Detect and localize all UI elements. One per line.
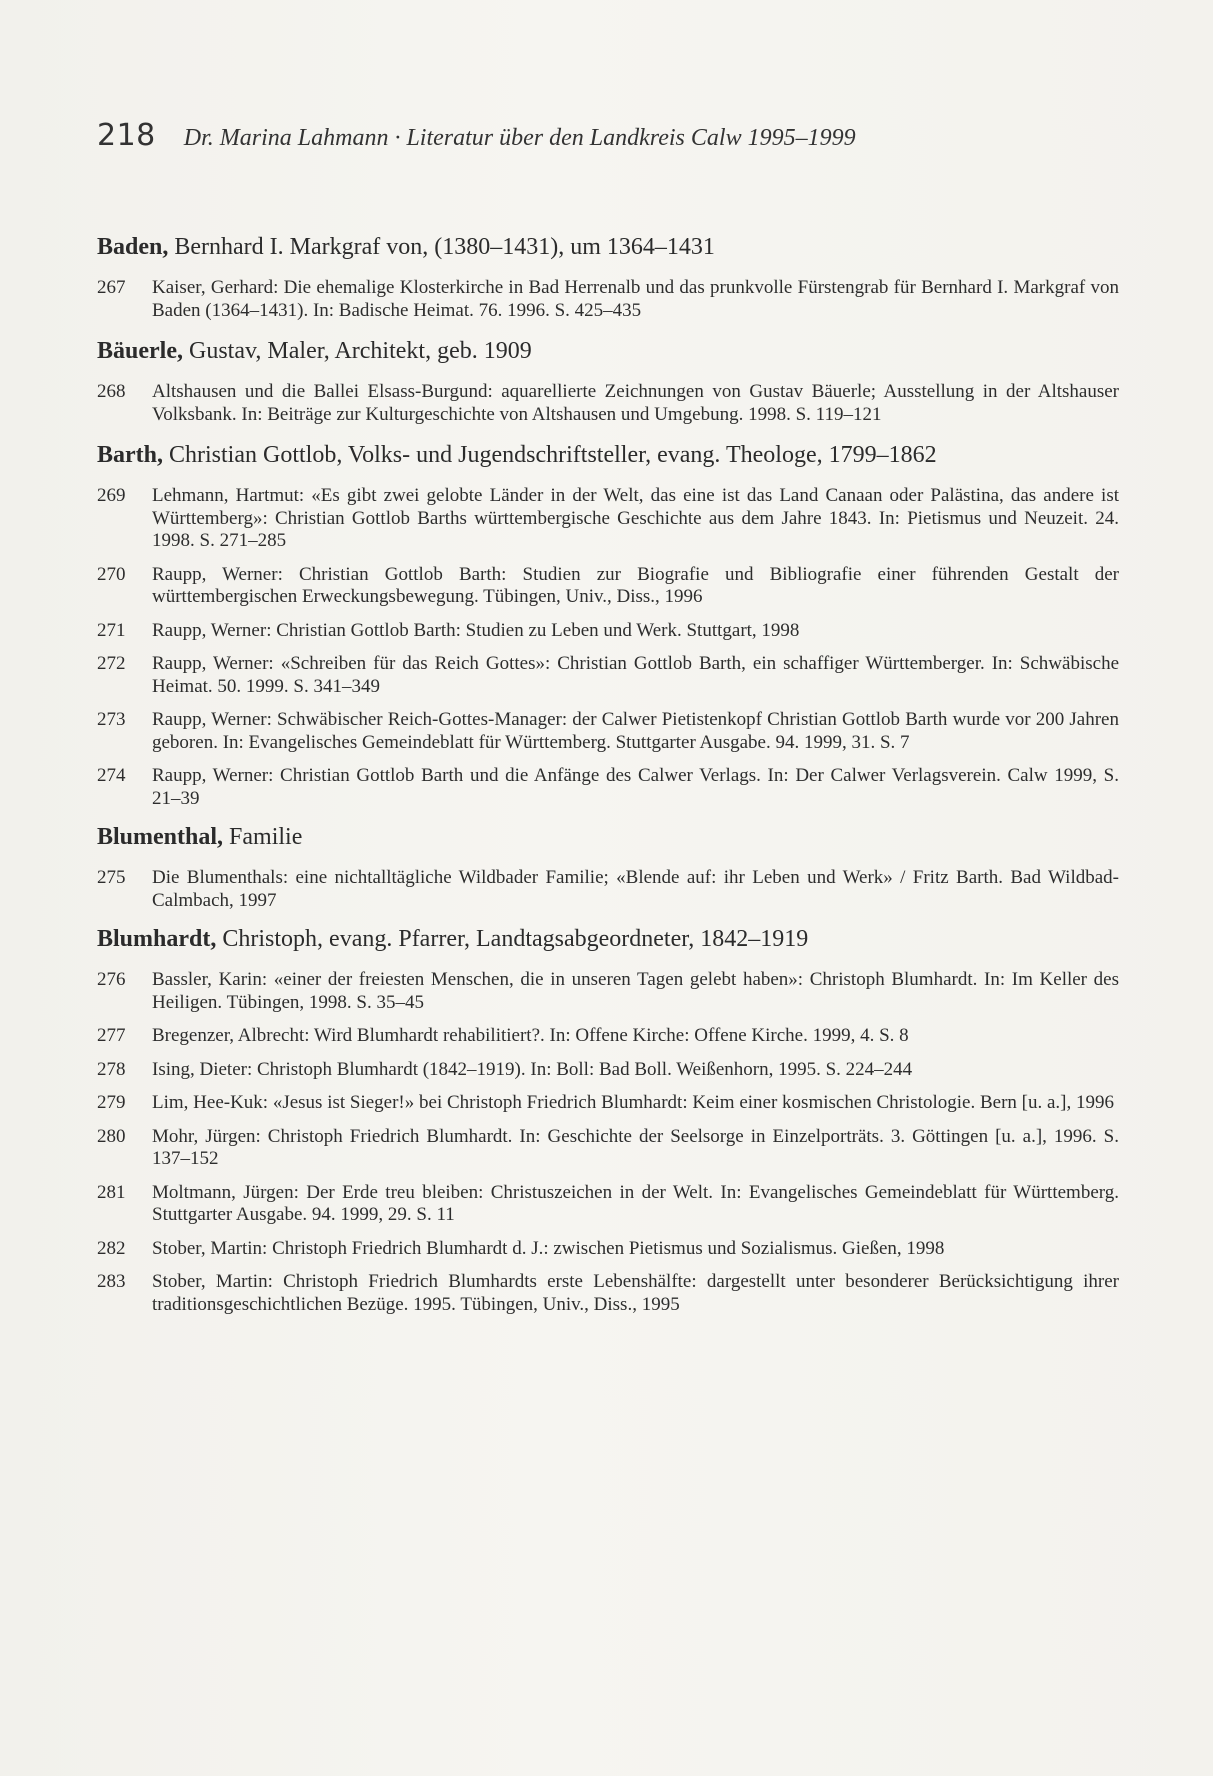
heading-name: Bäuerle, <box>97 338 183 364</box>
entry-text: Moltmann, Jürgen: Der Erde treu bleiben: Christuszeichen in der Welt. In: Evangelisches Gemeindeblatt für Württemberg. Stuttgarter Ausgabe. 94. 1999, 29. S. 11 <box>152 1181 1119 1225</box>
bibliography-entry <box>97 1025 1119 1048</box>
entry-text: Mohr, Jürgen: Christoph Friedrich Blumhardt. In: Geschichte der Seelsorge in Einzelporträts. 3. Göttingen [u. a.], 1996. S. 137–152 <box>152 1125 1119 1169</box>
entry-text: Die Blumenthals: eine nichtalltägliche Wildbader Familie; «Blende auf: ihr Leben und Werk» / Fritz Barth. Bad Wildbad-Calmbach, 1997 <box>152 867 1119 911</box>
heading-description: Christian Gottlob, Volks- und Jugendschriftsteller, evang. Theologe, 1799–1862 <box>163 442 937 468</box>
entry-text: Altshausen und die Ballei Elsass-Burgund: aquarellierte Zeichnungen von Gustav Bäuerle; Ausstellung in der Altshauser Volksbank. In: Beiträge zur Kulturgeschichte von Altshausen und Umgebung. 1998. S. 119–121 <box>152 381 1119 425</box>
section-blumhardt <box>97 924 1119 1316</box>
entry-number: 281 <box>97 1181 126 1203</box>
section-barth <box>97 440 1119 810</box>
entry-text: Raupp, Werner: Christian Gottlob Barth: Studien zur Biografie und Bibliografie einer führenden Gestalt der württembergischen Erweckungsbewegung. Tübingen, Univ., Diss., 1996 <box>152 563 1119 607</box>
entry-text: Ising, Dieter: Christoph Blumhardt (1842–1919). In: Boll: Bad Boll. Weißenhorn, 1995. S. 224–244 <box>152 1058 913 1080</box>
entry-number: 282 <box>97 1237 126 1259</box>
section-heading <box>97 822 1119 852</box>
bibliography-content <box>97 232 1119 1327</box>
bibliography-entry <box>97 1271 1119 1316</box>
bibliography-entry <box>97 1059 1119 1082</box>
section-heading <box>97 924 1119 954</box>
bibliography-entry <box>97 1092 1119 1115</box>
bibliography-entry <box>97 277 1119 322</box>
heading-description: Gustav, Maler, Architekt, geb. 1909 <box>182 338 532 364</box>
heading-name: Blumenthal, <box>97 824 224 850</box>
page-number: 218 <box>97 118 156 153</box>
heading-description: Familie <box>223 824 303 850</box>
section-heading <box>97 440 1119 470</box>
entry-text: Raupp, Werner: Christian Gottlob Barth: Studien zu Leben und Werk. Stuttgart, 1998 <box>152 619 800 641</box>
entry-number: 270 <box>97 563 126 585</box>
entry-text: Kaiser, Gerhard: Die ehemalige Klosterkirche in Bad Herrenalb und das prunkvolle Fürstengrab für Bernhard I. Markgraf von Baden (1364–1431). In: Badische Heimat. 76. 1996. S. 425–435 <box>152 277 1119 321</box>
entry-number: 276 <box>97 969 126 990</box>
bibliography-entry <box>97 620 1119 643</box>
entry-text: Raupp, Werner: Schwäbischer Reich-Gottes-Manager: der Calwer Pietistenkopf Christian Gottlob Barth wurde vor 200 Jahren geboren. In: Evangelisches Gemeindeblatt für Württemberg. Stuttgarter Ausgabe. 94. 1999, 31. S. 7 <box>152 709 1119 753</box>
entry-number: 279 <box>97 1092 126 1113</box>
running-title: Dr. Marina Lahmann · Literatur über den Landkreis Calw 1995–1999 <box>183 125 856 151</box>
entry-text: Lehmann, Hartmut: «Es gibt zwei gelobte Länder in der Welt, das eine ist das Land Canaan oder Palästina, das andere ist Württemberg»: Christian Gottlob Barths württembergische Geschichte aus dem Jahre 1843. In: Pietismus und Neuzeit. 24. 1998. S. 271–285 <box>152 485 1119 551</box>
entry-number: 267 <box>97 277 126 298</box>
entry-text: Raupp, Werner: Christian Gottlob Barth und die Anfänge des Calwer Verlags. In: Der Calwer Verlagsverein. Calw 1999, S. 21–39 <box>152 765 1119 809</box>
entry-number: 274 <box>97 765 126 786</box>
bibliography-entry <box>97 564 1119 609</box>
section-heading <box>97 232 1119 262</box>
bibliography-entry <box>97 709 1119 754</box>
entry-text: Raupp, Werner: «Schreiben für das Reich Gottes»: Christian Gottlob Barth, ein schaffiger Württemberger. In: Schwäbische Heimat. 50. 1999. S. 341–349 <box>152 653 1119 697</box>
bibliography-entry <box>97 969 1119 1014</box>
entry-number: 273 <box>97 709 126 730</box>
bibliography-entry <box>97 1182 1119 1227</box>
bibliography-entry <box>97 765 1119 810</box>
bibliography-entry <box>97 485 1119 553</box>
entry-text: Bregenzer, Albrecht: Wird Blumhardt rehabilitiert?. In: Offene Kirche: Offene Kirche. 1999, 4. S. 8 <box>152 1025 909 1046</box>
bibliography-entry <box>97 1238 1119 1261</box>
heading-description: Bernhard I. Markgraf von, (1380–1431), um 1364–1431 <box>168 234 715 260</box>
heading-name: Baden, <box>97 234 169 260</box>
entry-number: 278 <box>97 1058 126 1080</box>
entry-text: Stober, Martin: Christoph Friedrich Blumhardts erste Lebenshälfte: dargestellt unter besonderer Berücksichtigung ihrer traditionsgeschichtlichen Bezüge. 1995. Tübingen, Univ., Diss., 1995 <box>152 1271 1119 1315</box>
section-baden <box>97 232 1119 322</box>
bibliography-entry <box>97 867 1119 912</box>
entry-number: 280 <box>97 1125 126 1147</box>
section-heading <box>97 336 1119 366</box>
entry-number: 272 <box>97 653 126 674</box>
entry-text: Lim, Hee-Kuk: «Jesus ist Sieger!» bei Christoph Friedrich Blumhardt: Keim einer kosmischen Christologie. Bern [u. a.], 1996 <box>152 1092 1114 1113</box>
entry-text: Bassler, Karin: «einer der freiesten Menschen, die in unseren Tagen gelebt haben»: Christoph Blumhardt. In: Im Keller des Heiligen. Tübingen, 1998. S. 35–45 <box>152 969 1119 1013</box>
heading-name: Barth, <box>97 442 163 468</box>
entry-number: 271 <box>97 619 126 641</box>
running-head <box>97 118 856 158</box>
entry-number: 277 <box>97 1025 126 1046</box>
entry-number: 283 <box>97 1271 126 1292</box>
section-blumenthal <box>97 822 1119 912</box>
bibliography-entry <box>97 381 1119 426</box>
bibliography-entry <box>97 653 1119 698</box>
entry-number: 268 <box>97 381 126 402</box>
entry-number: 275 <box>97 867 126 888</box>
heading-name: Blumhardt, <box>97 926 217 952</box>
entry-text: Stober, Martin: Christoph Friedrich Blumhardt d. J.: zwischen Pietismus und Sozialismus. Gießen, 1998 <box>152 1237 945 1259</box>
section-baeuerle <box>97 336 1119 426</box>
bibliography-entry <box>97 1126 1119 1171</box>
heading-description: Christoph, evang. Pfarrer, Landtagsabgeordneter, 1842–1919 <box>216 926 809 952</box>
entry-number: 269 <box>97 485 126 506</box>
